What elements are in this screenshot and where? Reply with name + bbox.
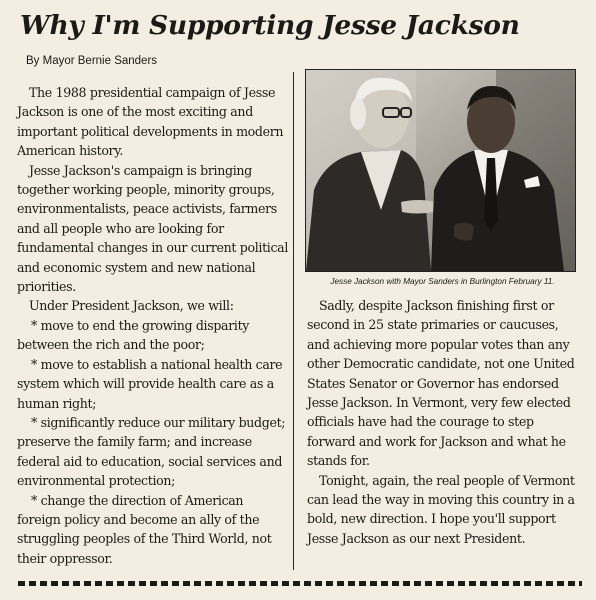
photo-illustration (306, 70, 575, 271)
article-headline: Why I'm Supporting Jesse Jackson (20, 10, 520, 41)
article-photo (305, 69, 576, 272)
article-left-column (17, 83, 289, 568)
bullet-health-care: * move to establish a national health care system which will provide health care as a human right; (17, 356, 283, 411)
article-right-column (307, 296, 583, 548)
paragraph-campaign: Jesse Jackson's campaign is bringing together working people, minority groups, environmentalists, peace activists, farmers and all people who are looking for fundamental changes in our current political and economic system and new national priorities. (17, 162, 288, 295)
bullet-military-budget: * significantly reduce our military budget; preserve the family farm; and increase federal aid to education, social services and environmental protection; (17, 414, 286, 489)
column-divider (293, 72, 294, 570)
article-byline: By Mayor Bernie Sanders (26, 55, 158, 67)
paragraph-closing: Tonight, again, the real people of Vermont can lead the way in moving this country in a bold, new direction. I hope you'll support Jesse Jackson as our next President. (307, 472, 575, 546)
photo-caption: Jesse Jackson with Mayor Sanders in Burlington February 11. (330, 277, 555, 286)
paragraph-endorsements: Sadly, despite Jackson finishing first or second in 25 state primaries or caucuses, and achieving more popular votes than any other Democratic candidate, not one United States Senator or Governor has endorsed Jesse Jackson. In Vermont, very few elected officials have had the courage to step forward and work for Jackson and what he stands for. (307, 298, 575, 469)
paragraph-intro: The 1988 presidential campaign of Jesse Jackson is one of the most exciting and important political developments in modern American history. (17, 85, 284, 159)
dashed-bottom-rule (18, 581, 582, 586)
bullet-disparity: * move to end the growing disparity between the rich and the poor; (17, 317, 250, 353)
paragraph-will: Under President Jackson, we will: (29, 298, 234, 314)
bullet-foreign-policy: * change the direction of American foreign policy and become an ally of the struggling peoples of the Third World, not their oppressor. (17, 492, 272, 566)
